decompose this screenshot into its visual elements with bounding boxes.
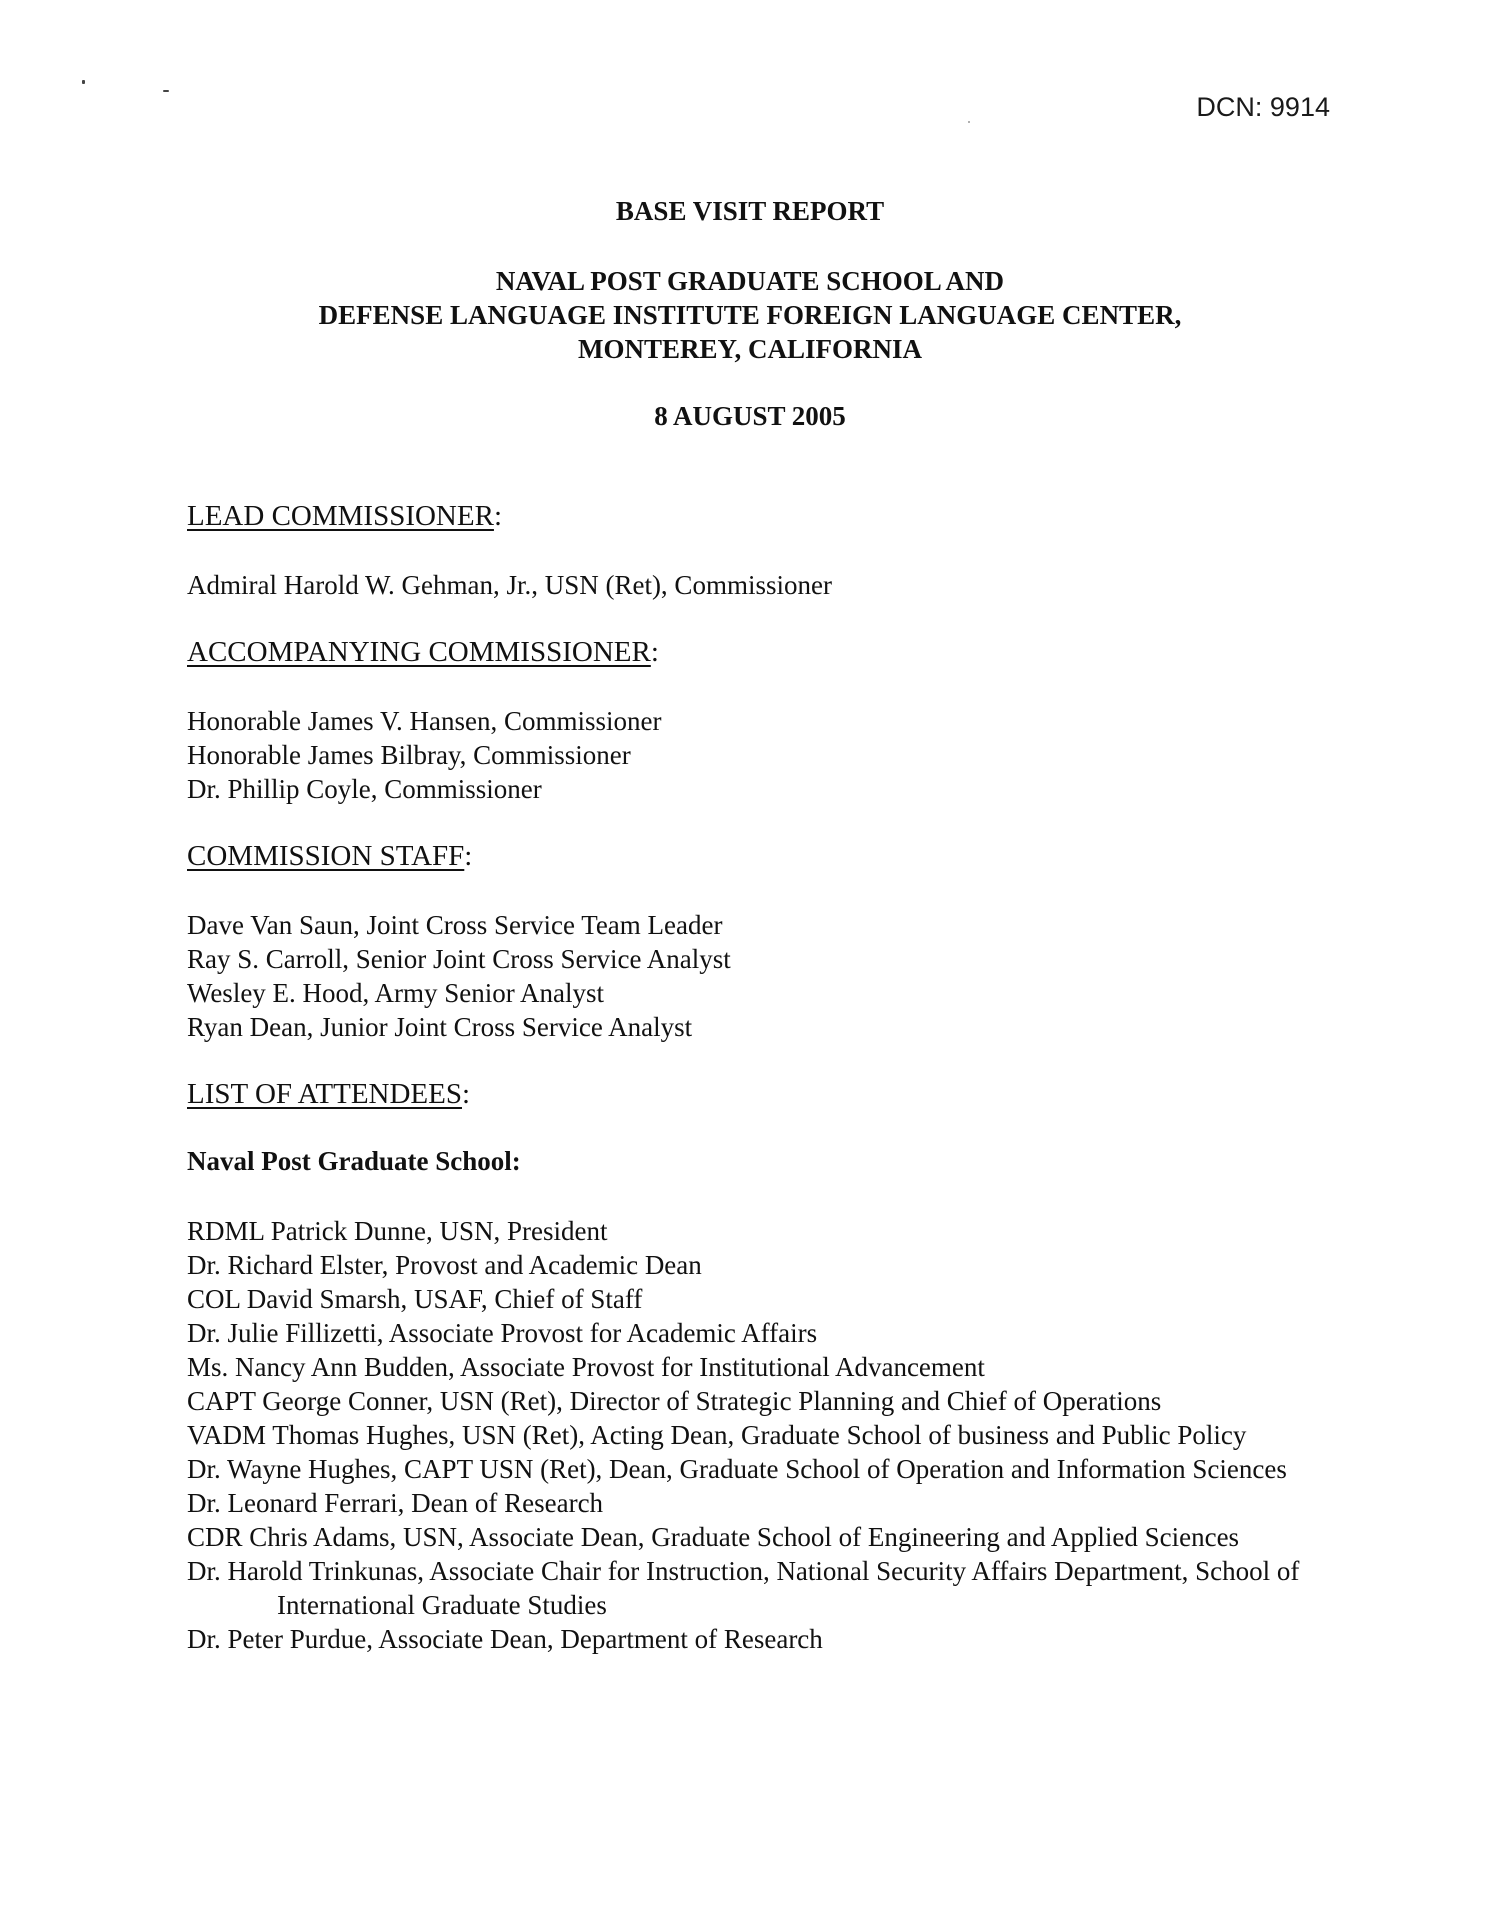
list-item: Dr. Julie Fillizetti, Associate Provost for Academic Affairs (187, 1318, 818, 1348)
list-item: Dr. Peter Purdue, Associate Dean, Department of Research (187, 1624, 823, 1654)
title-line-3: MONTEREY, CALIFORNIA (577, 334, 923, 364)
commission-staff-list (187, 908, 1337, 1044)
heading-text: LEAD COMMISSIONER (187, 500, 494, 532)
dcn-number: DCN: 9914 (1196, 92, 1330, 122)
list-item: Ryan Dean, Junior Joint Cross Service Analyst (187, 1012, 693, 1042)
accompanying-commissioner-heading: ACCOMPANYING COMMISSIONER: (187, 636, 659, 668)
title-line-1: NAVAL POST GRADUATE SCHOOL AND (495, 266, 1005, 296)
list-item: Wesley E. Hood, Army Senior Analyst (187, 978, 605, 1008)
lead-commissioner-heading: LEAD COMMISSIONER: (187, 500, 502, 532)
heading-text: LIST OF ATTENDEES (187, 1078, 462, 1110)
scan-speck (968, 121, 970, 123)
list-item: Admiral Harold W. Gehman, Jr., USN (Ret), Commissioner (187, 570, 832, 600)
heading-text: ACCOMPANYING COMMISSIONER (187, 636, 651, 668)
title-line-2: DEFENSE LANGUAGE INSTITUTE FOREIGN LANGUAGE CENTER, (318, 300, 1182, 330)
list-item: Dr. Harold Trinkunas, Associate Chair for Instruction, National Security Affairs Department, School of International Graduate Studies (187, 1556, 1300, 1620)
scan-speck (82, 80, 85, 84)
list-item: Ray S. Carroll, Senior Joint Cross Service Analyst (187, 944, 731, 974)
list-item: Dr. Wayne Hughes, CAPT USN (Ret), Dean, Graduate School of Operation and Information Sciences (187, 1454, 1287, 1484)
list-item: RDML Patrick Dunne, USN, President (187, 1216, 608, 1246)
list-item: Ms. Nancy Ann Budden, Associate Provost for Institutional Advancement (187, 1352, 985, 1382)
list-item: COL David Smarsh, USAF, Chief of Staff (187, 1284, 643, 1314)
attendees-list (187, 1214, 1337, 1656)
list-item: Dave Van Saun, Joint Cross Service Team Leader (187, 910, 723, 940)
list-item: CDR Chris Adams, USN, Associate Dean, Graduate School of Engineering and Applied Sciences (187, 1522, 1240, 1552)
list-item: Dr. Phillip Coyle, Commissioner (187, 774, 542, 804)
list-item: Dr. Leonard Ferrari, Dean of Research (187, 1488, 604, 1518)
list-item: Honorable James Bilbray, Commissioner (187, 740, 631, 770)
report-title: BASE VISIT REPORT (615, 196, 885, 226)
list-item: CAPT George Conner, USN (Ret), Director of Strategic Planning and Chief of Operations (187, 1386, 1162, 1416)
list-item: VADM Thomas Hughes, USN (Ret), Acting Dean, Graduate School of business and Public Policy (187, 1420, 1247, 1450)
heading-text: COMMISSION STAFF (187, 840, 465, 872)
scan-speck (163, 90, 169, 92)
attendees-heading: LIST OF ATTENDEES: (187, 1078, 471, 1110)
lead-commissioner-list (187, 568, 1337, 602)
school-subheading: Naval Post Graduate School: (187, 1146, 521, 1176)
accompanying-commissioner-list (187, 704, 1337, 806)
report-date: 8 AUGUST 2005 (654, 401, 846, 431)
commission-staff-heading: COMMISSION STAFF: (187, 840, 473, 872)
list-item: Honorable James V. Hansen, Commissioner (187, 706, 662, 736)
list-item: Dr. Richard Elster, Provost and Academic Dean (187, 1250, 702, 1280)
